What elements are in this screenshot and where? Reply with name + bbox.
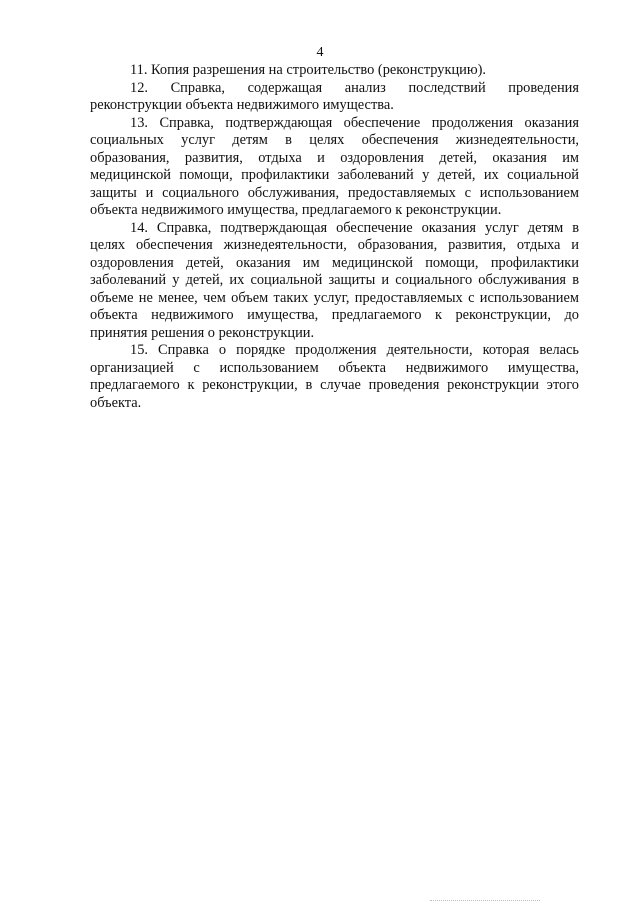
paragraph-item-15: 15. Справка о порядке продолжения деятельности, которая велась организацией с использованием объекта недвижимого имущества, предлагаемого к реконструкции, в случае проведения реконструкции этого объекта. [90,342,579,411]
document-body [90,62,579,412]
page-number: 4 [316,45,324,60]
paragraph-item-12: 12. Справка, содержащая анализ последствий проведения реконструкции объекта недвижимого имущества. [90,79,579,113]
paragraph-item-11: 11. Копия разрешения на строительство (реконструкцию). [130,62,487,78]
paragraph-item-14: 14. Справка, подтверждающая обеспечение оказания услуг детям в целях обеспечения жизнедеятельности, образования, развития, отдыха и оздоровления детей, оказания им медицинской помощи, профилактики заболеваний у детей, их социальной защиты и социального обслуживания в объеме не менее, чем объем таких услуг, предоставляемых с использованием объекта недвижимого имущества, предлагаемого к реконструкции, до принятия решения о реконструкции. [90,219,579,341]
paragraph-item-13: 13. Справка, подтверждающая обеспечение продолжения оказания социальных услуг детям в целях обеспечения жизнедеятельности, образования, развития, отдыха и оздоровления детей, оказания им медицинской помощи, профилактики заболеваний у детей, их социальной защиты и социального обслуживания, предоставляемых с использованием объекта недвижимого имущества, предлагаемого к реконструкции. [90,114,579,218]
scan-artifact [430,900,540,903]
